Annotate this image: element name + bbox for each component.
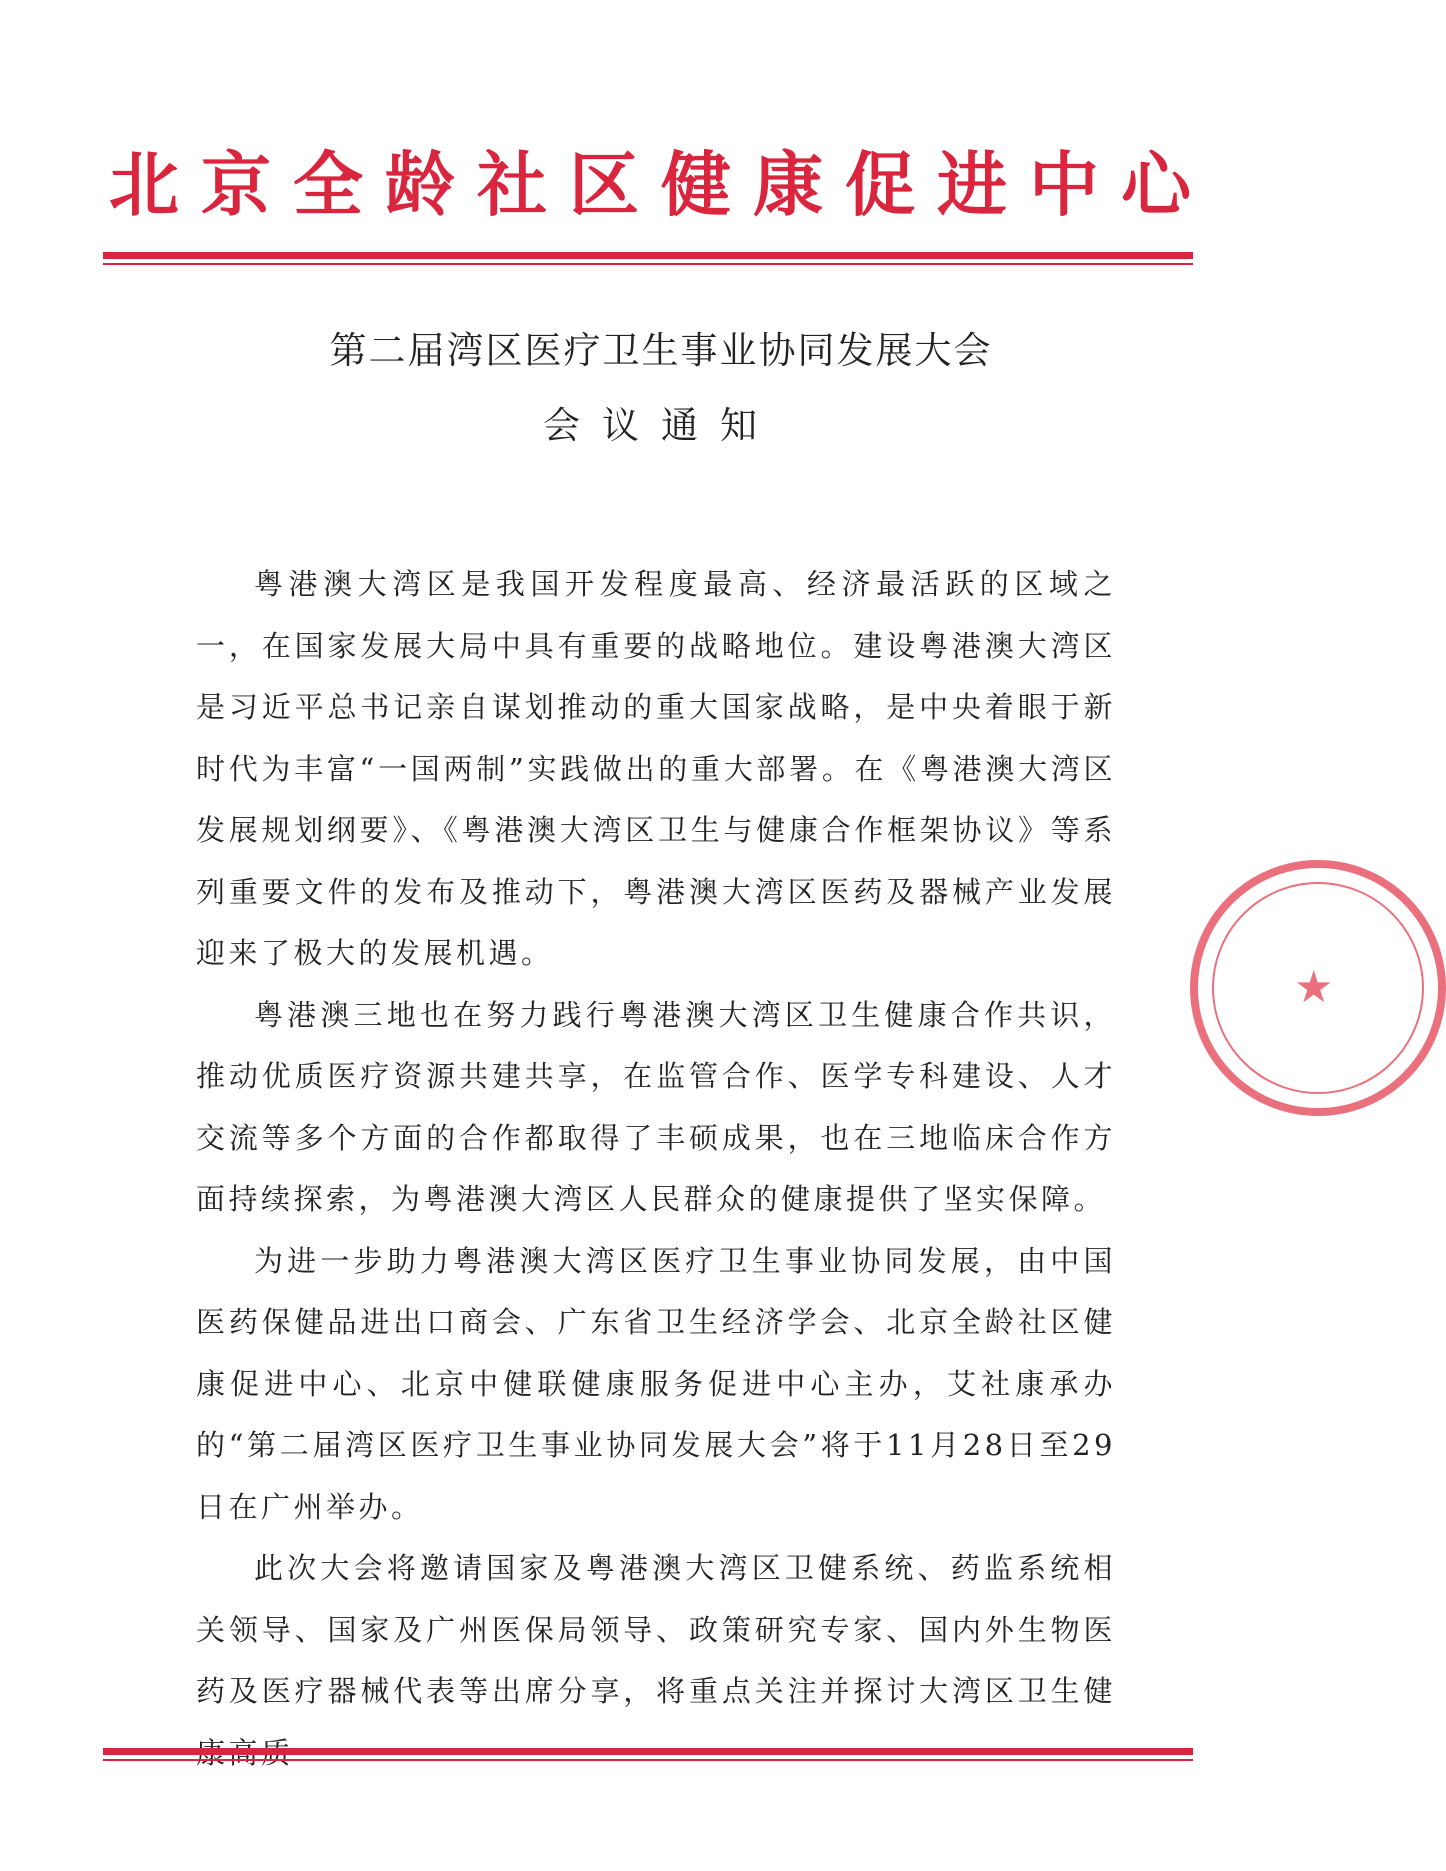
divider-thick-line <box>103 252 1193 259</box>
document-body <box>196 554 1116 1784</box>
letterhead-org-name: 北京全龄社区健康促进中心 <box>109 144 1213 226</box>
footer-thin-line <box>103 1759 1193 1761</box>
body-paragraph: 粤港澳三地也在努力践行粤港澳大湾区卫生健康合作共识，推动优质医疗资源共建共享，在监管合作、医学专科建设、人才交流等多个方面的合作都取得了丰硕成果，也在三地临床合作方面持续探索，为粤港澳大湾区人民群众的健康提供了坚实保障。 <box>196 997 1116 1216</box>
letterhead-divider <box>103 252 1193 265</box>
body-paragraph: 为进一步助力粤港澳大湾区医疗卫生事业协同发展，由中国医药保健品进出口商会、广东省卫生经济学会、北京全龄社区健康促进中心、北京中健联健康服务促进中心主办，艾社康承办的“第二届湾区医疗卫生事业协同发展大会”将于11月28日至29日在广州举办。 <box>196 1243 1116 1524</box>
body-paragraph: 此次大会将邀请国家及粤港澳大湾区卫健系统、药监系统相关领导、国家及广州医保局领导、政策研究专家、国内外生物医药及医疗器械代表等出席分享，将重点关注并探讨大湾区卫生健 <box>196 1551 1116 1708</box>
footer-thick-line <box>103 1748 1193 1755</box>
document-title: 第二届湾区医疗卫生事业协同发展大会 <box>329 329 993 372</box>
divider-thin-line <box>103 263 1193 265</box>
seal-star-icon: ★ <box>1294 962 1334 1013</box>
body-paragraph: 粤港澳大湾区是我国开发程度最高、经济最活跃的区域之一，在国家发展大局中具有重要的战略地位。建设粤港澳大湾区是习近平总书记亲自谋划推动的重大国家战略，是中央着眼于新时代为丰富“一国两制”实践做出的重大部署。在《粤港澳大湾区发展规划纲要》、《粤港澳大湾区卫生与健康合作框架协议》等系列重要文件的发布及推动下，粤港澳大湾区医药及器械产业发展迎来了极大的发展机遇。 <box>196 567 1116 970</box>
footer-divider <box>103 1748 1193 1761</box>
official-seal-stamp <box>1190 860 1446 1116</box>
document-subtitle: 会议通知 <box>543 404 779 447</box>
